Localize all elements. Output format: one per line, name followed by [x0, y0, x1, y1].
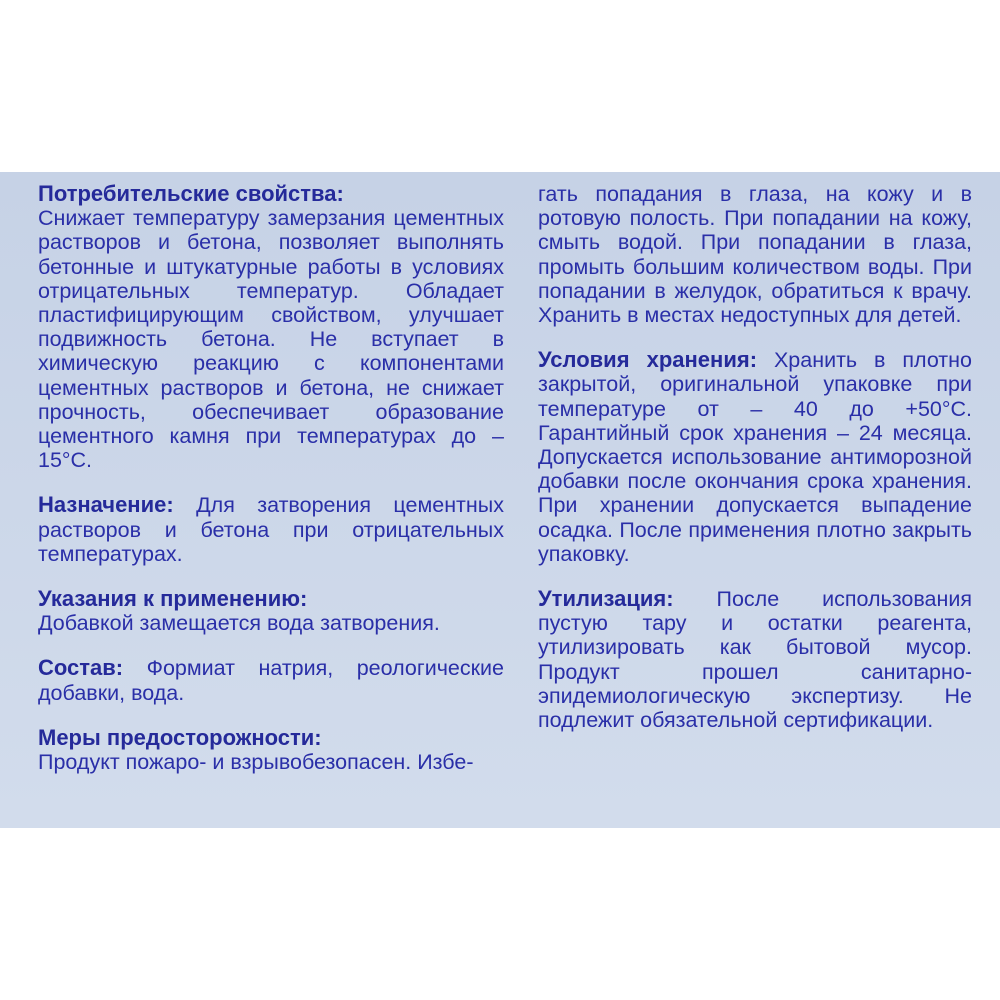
storage-text: Хранить в плотно закрытой, оригинальной упаковке при температуре от – 40 до +50°С. Гарантийный срок хранения – 24 месяца. Допускается использование антиморозной добавки после окончания срока хранения. При хранении допускается выпадение осадка. После применения плотно закрыть упаковку. — [538, 348, 972, 566]
disposal-text: После использования пустую тару и остатки реагента, утилизировать как бытовой мусор. Продукт прошел санитарно-эпидемиологическую экспертизу. Не подлежит обязательной сертификации. — [538, 587, 972, 733]
disposal-heading: Утилизация: — [538, 586, 674, 612]
label-sheet — [0, 172, 1000, 828]
storage-section — [538, 348, 972, 566]
right-column — [538, 182, 972, 732]
precautions-heading: Меры предосторожности: — [38, 724, 322, 750]
precautions-section — [38, 726, 504, 774]
composition-text: Формиат натрия, реологические добавки, вода. — [38, 656, 504, 705]
usage-text: Добавкой замещается вода затворения. — [38, 611, 440, 636]
consumer-properties-heading: Потребительские свойства: — [38, 181, 344, 206]
composition-section — [38, 656, 504, 704]
left-column — [38, 182, 504, 774]
consumer-properties-section — [38, 182, 504, 472]
purpose-heading: Назначение: — [38, 492, 174, 518]
usage-section — [38, 587, 504, 635]
disposal-section — [538, 587, 972, 732]
consumer-properties-text: Снижает температуру замерзания цементных растворов и бетона, позволяет выполнять бетонные и штукатурные работы в условиях отрицательных температур. Обладает пластифицирующим свойством, улучшает подвижность бетона. Не вступает в химическую реакцию с компонентами цементных растворов и бетона, не снижает прочность, обеспечивает образование цементного камня при температурах до –15°С. — [38, 206, 504, 473]
precautions-continued-section — [538, 182, 972, 327]
storage-heading: Условия хранения: — [538, 347, 758, 373]
precautions-continued-text: гать попадания в глаза, на кожу и в ротовую полость. При попадании на кожу, смыть водой. При попадании в глаза, промыть большим количеством воды. При попадании в желудок, обратиться к врачу. Хранить в местах недоступных для детей. — [538, 182, 972, 328]
purpose-section — [38, 493, 504, 566]
precautions-text: Продукт пожаро- и взрывобезопасен. Избе- — [38, 750, 474, 775]
usage-heading: Указания к применению: — [38, 586, 308, 612]
composition-heading: Состав: — [38, 655, 124, 681]
purpose-text: Для затворения цементных растворов и бетона при отрицательных температурах. — [38, 493, 504, 566]
